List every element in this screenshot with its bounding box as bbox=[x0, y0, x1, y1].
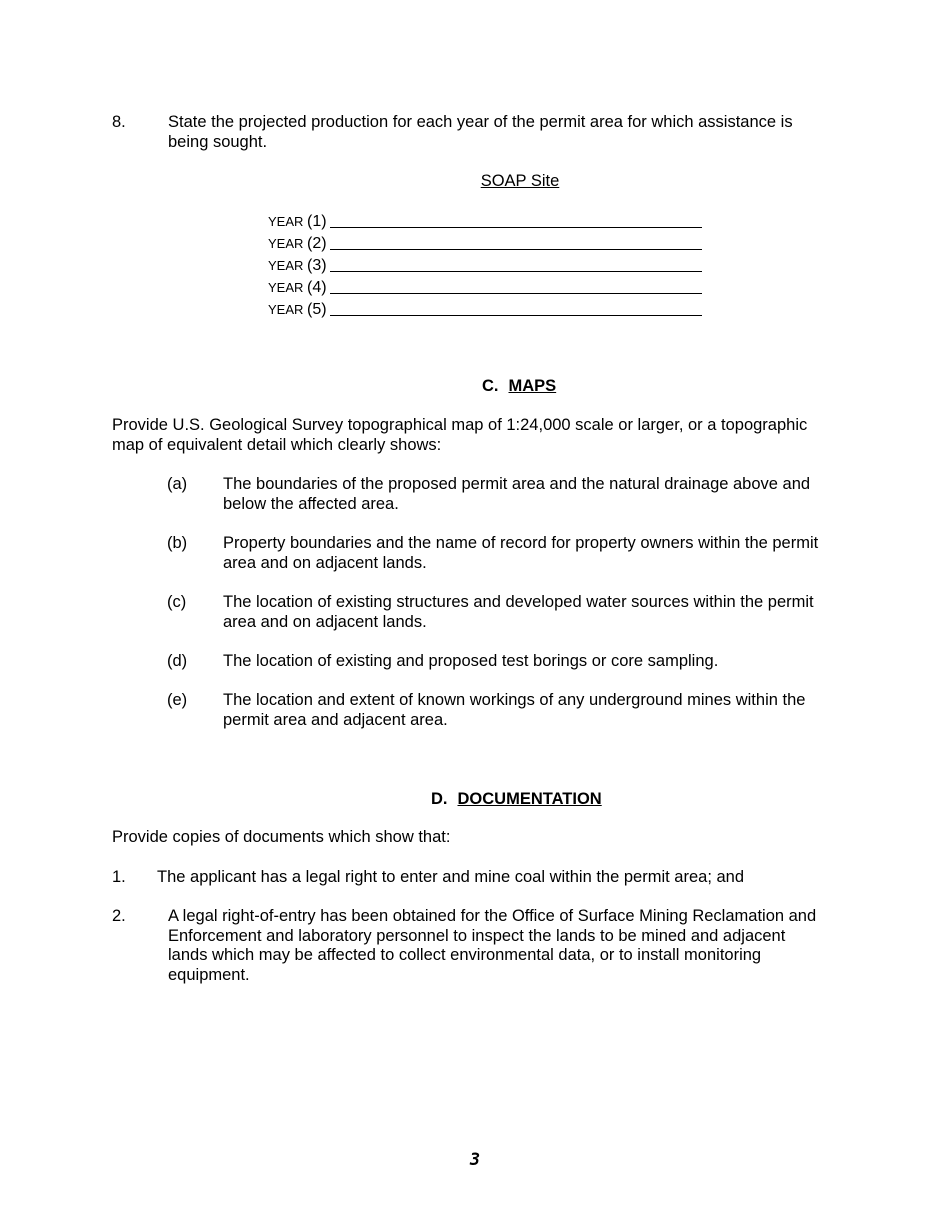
maps-item-text: The location and extent of known workings of any underground mines within the permit area and adjacent area. bbox=[223, 691, 806, 729]
maps-item-label: (e) bbox=[167, 691, 188, 709]
question-8-text: State the projected production for each year of the permit area for which assistance is being sought. bbox=[168, 113, 793, 151]
year-label: YEAR (5) bbox=[268, 301, 327, 318]
maps-item-text: Property boundaries and the name of record for property owners within the permit area and on adjacent lands. bbox=[223, 534, 819, 572]
year-3-blank-line[interactable] bbox=[330, 271, 702, 272]
question-8-number: 8. bbox=[112, 113, 126, 131]
maps-item-label: (a) bbox=[167, 475, 188, 493]
documentation-item-2-number: 2. bbox=[112, 907, 126, 925]
year-label: YEAR (4) bbox=[268, 279, 327, 296]
year-4-blank-line[interactable] bbox=[330, 293, 702, 294]
year-label: YEAR (1) bbox=[268, 213, 327, 230]
maps-item-label: (c) bbox=[167, 593, 187, 611]
year-row-4 bbox=[268, 276, 702, 296]
documentation-item-2-text: A legal right-of-entry has been obtained for the Office of Surface Mining Reclamation and Enforcement and laboratory personnel to inspect the lands to be mined and adjacent lands which may be affected to collect environmental data, or to install monitoring equipment. bbox=[168, 907, 817, 984]
section-d-letter: D. bbox=[431, 790, 448, 808]
section-d-intro: Provide copies of documents which show that: bbox=[112, 828, 451, 846]
maps-item-label: (b) bbox=[167, 534, 188, 552]
section-c-heading bbox=[482, 377, 556, 397]
year-1-blank-line[interactable] bbox=[330, 227, 702, 228]
year-row-3 bbox=[268, 254, 702, 274]
section-c-letter: C. bbox=[482, 377, 499, 395]
year-2-blank-line[interactable] bbox=[330, 249, 702, 250]
soap-site-title: SOAP Site bbox=[480, 172, 560, 190]
maps-item-text: The location of existing structures and developed water sources within the permit area and on adjacent lands. bbox=[223, 593, 814, 631]
year-row-1 bbox=[268, 210, 702, 230]
page-number: 3 bbox=[469, 1150, 481, 1170]
maps-item-text: The boundaries of the proposed permit area and the natural drainage above and below the affected area. bbox=[223, 475, 811, 513]
documentation-item-1-text: The applicant has a legal right to enter and mine coal within the permit area; and bbox=[157, 868, 745, 886]
section-d-heading bbox=[431, 790, 602, 810]
section-c-intro: Provide U.S. Geological Survey topographical map of 1:24,000 scale or larger, or a topographic map of equivalent detail which clearly shows: bbox=[112, 416, 808, 454]
year-row-2 bbox=[268, 232, 702, 252]
year-label: YEAR (2) bbox=[268, 235, 327, 252]
year-label: YEAR (3) bbox=[268, 257, 327, 274]
year-row-5 bbox=[268, 298, 702, 318]
documentation-item-1-number: 1. bbox=[112, 868, 126, 886]
section-d-title: DOCUMENTATION bbox=[457, 790, 602, 808]
maps-item-label: (d) bbox=[167, 652, 188, 670]
section-c-title: MAPS bbox=[508, 377, 557, 395]
maps-item-text: The location of existing and proposed test borings or core sampling. bbox=[223, 652, 719, 670]
year-5-blank-line[interactable] bbox=[330, 315, 702, 316]
